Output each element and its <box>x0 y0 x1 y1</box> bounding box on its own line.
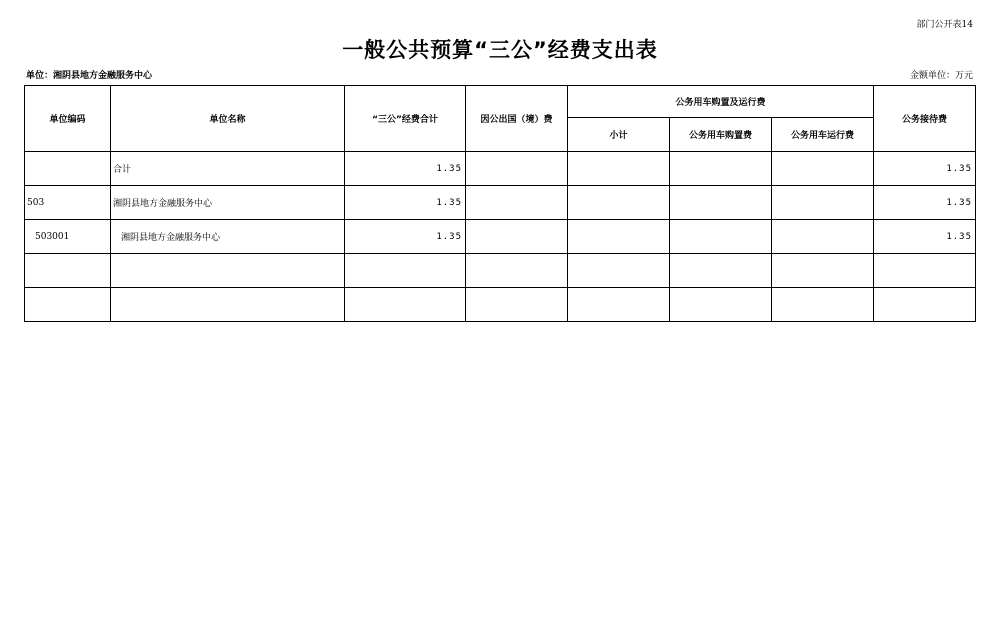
cell-subtotal <box>568 220 670 254</box>
cell-name <box>111 254 345 288</box>
cell-abroad <box>466 288 568 322</box>
unit-label: 单位：湘阴县地方金融服务中心 <box>26 71 153 81</box>
cell-vehicle-purchase <box>670 220 772 254</box>
cell-vehicle-operation <box>772 152 874 186</box>
cell-vehicle-purchase <box>670 152 772 186</box>
cell-name: 湘阴县地方金融服务中心 <box>111 220 345 254</box>
cell-code <box>25 152 111 186</box>
cell-subtotal <box>568 186 670 220</box>
cell-vehicle-purchase <box>670 288 772 322</box>
page-title: 一般公共预算“三公”经费支出表 <box>342 38 658 62</box>
cell-vehicle-operation <box>772 288 874 322</box>
cell-abroad <box>466 152 568 186</box>
cell-abroad <box>466 186 568 220</box>
table-row <box>25 220 976 254</box>
table-row <box>25 186 976 220</box>
cell-vehicle-operation <box>772 254 874 288</box>
cell-total <box>345 288 466 322</box>
cell-code: 503 <box>25 186 111 220</box>
cell-subtotal <box>568 152 670 186</box>
table-row <box>25 288 976 322</box>
cell-vehicle-purchase <box>670 186 772 220</box>
cell-total: 1.35 <box>345 220 466 254</box>
header-subtotal: 小计 <box>568 118 670 152</box>
header-total: “三公”经费合计 <box>345 86 466 152</box>
cell-total: 1.35 <box>345 152 466 186</box>
cell-abroad <box>466 254 568 288</box>
cell-total <box>345 254 466 288</box>
cell-vehicle-purchase <box>670 254 772 288</box>
cell-reception: 1.35 <box>874 186 976 220</box>
cell-code: 503001 <box>25 220 111 254</box>
header-code: 单位编码 <box>25 86 111 152</box>
cell-vehicle-operation <box>772 220 874 254</box>
amount-unit-label: 金额单位：万元 <box>909 71 973 81</box>
cell-subtotal <box>568 288 670 322</box>
cell-abroad <box>466 220 568 254</box>
cell-name: 合计 <box>111 152 345 186</box>
cell-reception <box>874 254 976 288</box>
cell-name: 湘阴县地方金融服务中心 <box>111 186 345 220</box>
cell-total: 1.35 <box>345 186 466 220</box>
header-name: 单位名称 <box>111 86 345 152</box>
header-vehicle-group: 公务用车购置及运行费 <box>568 86 874 118</box>
table-row <box>25 254 976 288</box>
cell-name <box>111 288 345 322</box>
cell-code <box>25 254 111 288</box>
cell-reception: 1.35 <box>874 152 976 186</box>
cell-code <box>25 288 111 322</box>
cell-subtotal <box>568 254 670 288</box>
header-reception: 公务接待费 <box>874 86 976 152</box>
expense-table <box>24 85 976 322</box>
cell-reception <box>874 288 976 322</box>
header-vehicle-purchase: 公务用车购置费 <box>670 118 772 152</box>
cell-reception: 1.35 <box>874 220 976 254</box>
header-abroad: 因公出国（境）费 <box>466 86 568 152</box>
cell-vehicle-operation <box>772 186 874 220</box>
header-vehicle-operation: 公务用车运行费 <box>772 118 874 152</box>
form-number: 部门公开表14 <box>916 20 973 30</box>
table-row <box>25 152 976 186</box>
